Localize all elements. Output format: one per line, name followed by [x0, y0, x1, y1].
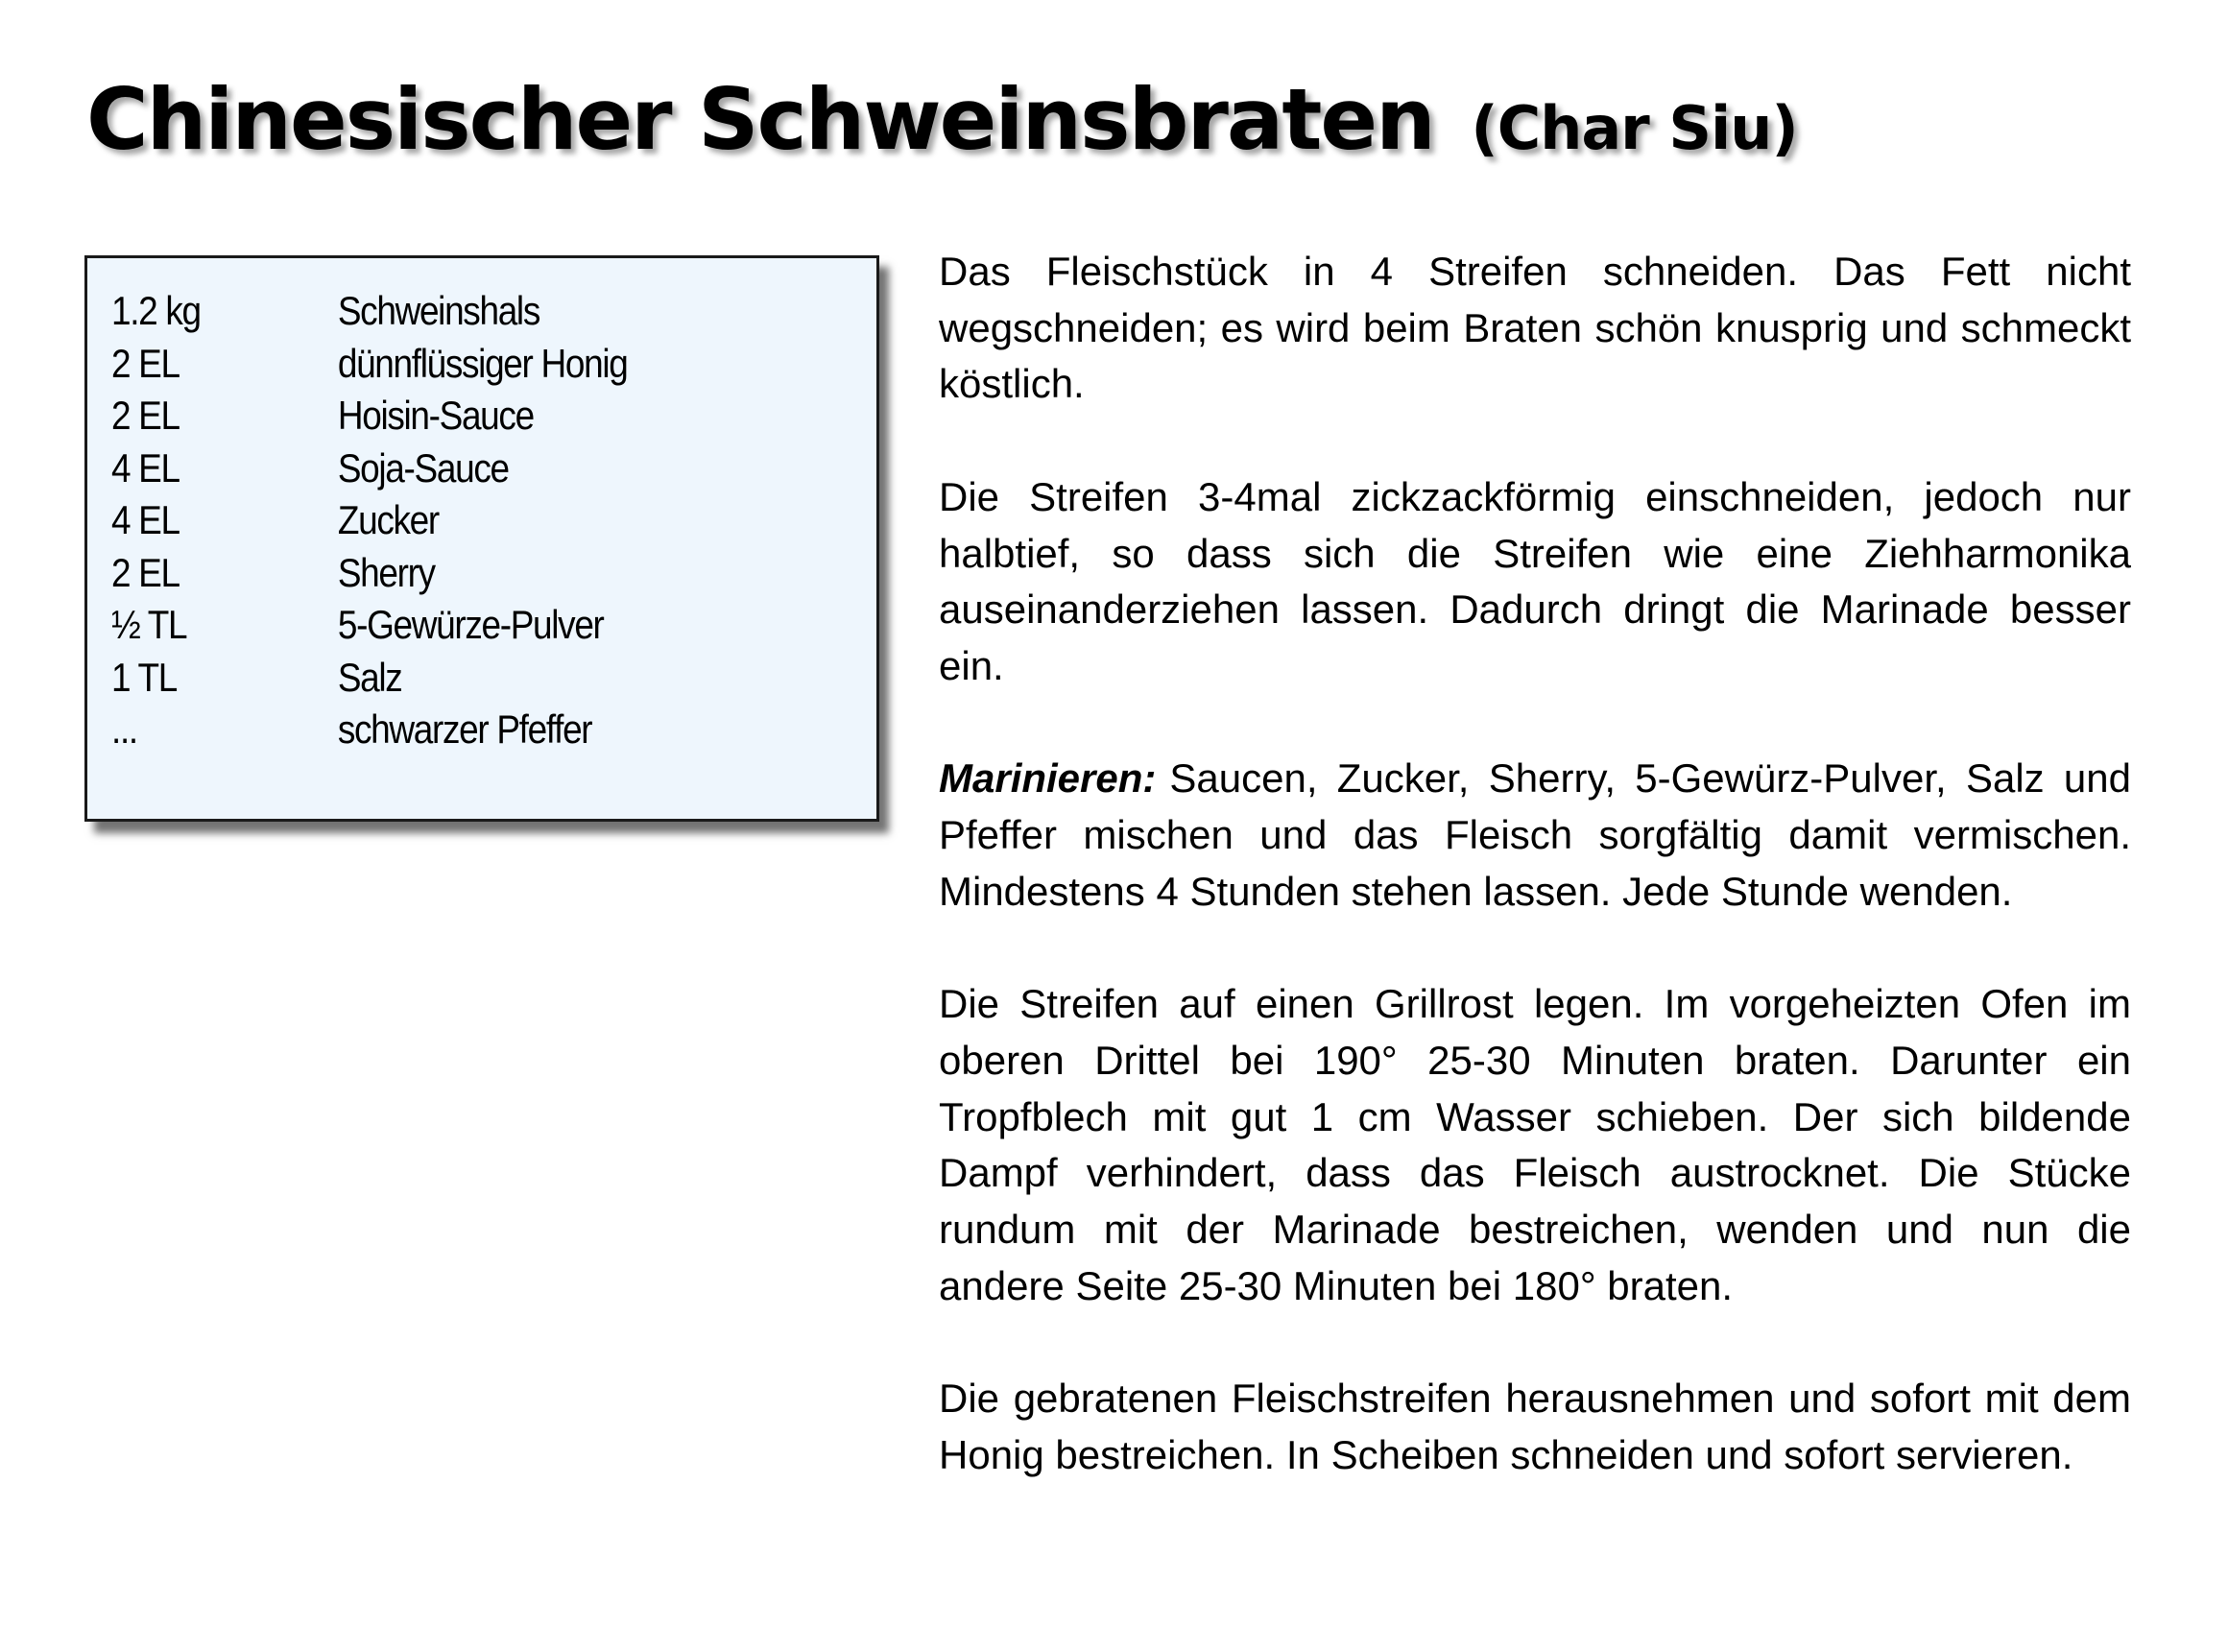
ingredient-row [111, 652, 784, 705]
ingredient-quantity: 1 TL [111, 654, 178, 700]
instruction-paragraph-serving: Die gebratenen Fleischstreifen herausnehmen und sofort mit dem Honig bestreichen. In Scheiben schneiden und sofort servieren. [939, 1376, 2131, 1477]
ingredient-name: Soja-Sauce [337, 444, 509, 491]
instruction-paragraph-scoring: Die Streifen 3-4mal zickzackförmig einschneiden, jedoch nur halbtief, so dass sich die Streifen wie eine Ziehharmonika auseinanderziehen lassen. Dadurch dringt die Marinade besser ein. [939, 473, 2131, 688]
ingredient-name: schwarzer Pfeffer [337, 706, 592, 753]
ingredient-quantity: ... [111, 706, 137, 753]
ingredient-row [111, 547, 784, 600]
ingredient-quantity: 2 EL [111, 340, 180, 386]
ingredient-quantity: 4 EL [111, 444, 180, 491]
marinate-heading: Marinieren: [939, 755, 1157, 802]
ingredient-row [111, 704, 784, 756]
ingredient-row [111, 338, 784, 391]
instruction-paragraph-marinating [939, 751, 2131, 920]
ingredient-name: Salz [337, 654, 402, 700]
ingredient-name: Zucker [337, 497, 439, 543]
ingredients-box [84, 255, 879, 822]
instructions [939, 244, 2131, 1483]
instruction-paragraph-cutting: Das Fleischstück in 4 Streifen schneiden. Das Fett nicht wegschneiden; es wird beim Braten schön knusprig und schmeckt köstlich. [939, 249, 2131, 407]
title-subtitle: (Char Siu) [1471, 93, 1798, 163]
ingredient-row [111, 443, 784, 495]
ingredient-name: dünnflüssiger Honig [337, 340, 628, 386]
title-main: Chinesischer Schweinsbraten [86, 70, 1434, 169]
page-title [86, 69, 1798, 171]
ingredient-quantity: 2 EL [111, 549, 180, 595]
ingredient-quantity: ½ TL [111, 602, 187, 648]
ingredient-row [111, 599, 784, 652]
marinate-text: Saucen, Zucker, Sherry, 5-Gewürz-Pulver, Salz und Pfeffer mischen und das Fleisch sorgfältig damit vermischen. Mindestens 4 Stunden stehen lassen. Jede Stunde wenden. [939, 755, 2131, 914]
ingredient-row [111, 494, 784, 547]
ingredient-quantity: 2 EL [111, 393, 180, 439]
ingredient-name: Schweinshals [337, 288, 539, 334]
ingredient-quantity: 4 EL [111, 497, 180, 543]
instruction-paragraph-roasting: Die Streifen auf einen Grillrost legen. Im vorgeheizten Ofen im oberen Drittel bei 190° 25-30 Minuten braten. Darunter ein Tropfblech mit gut 1 cm Wasser schieben. Der sich bildende Dampf verhindert, dass das Fleisch austrocknet. Die Stücke rundum mit der Marinade bestreichen, wenden und nun die andere Seite 25-30 Minuten bei 180° braten. [939, 981, 2131, 1308]
ingredient-row [111, 390, 784, 443]
ingredient-row [111, 285, 784, 338]
ingredient-name: Sherry [337, 549, 435, 595]
ingredient-quantity: 1.2 kg [111, 288, 201, 334]
ingredient-name: Hoisin-Sauce [337, 393, 534, 439]
ingredient-name: 5-Gewürze-Pulver [337, 602, 604, 648]
